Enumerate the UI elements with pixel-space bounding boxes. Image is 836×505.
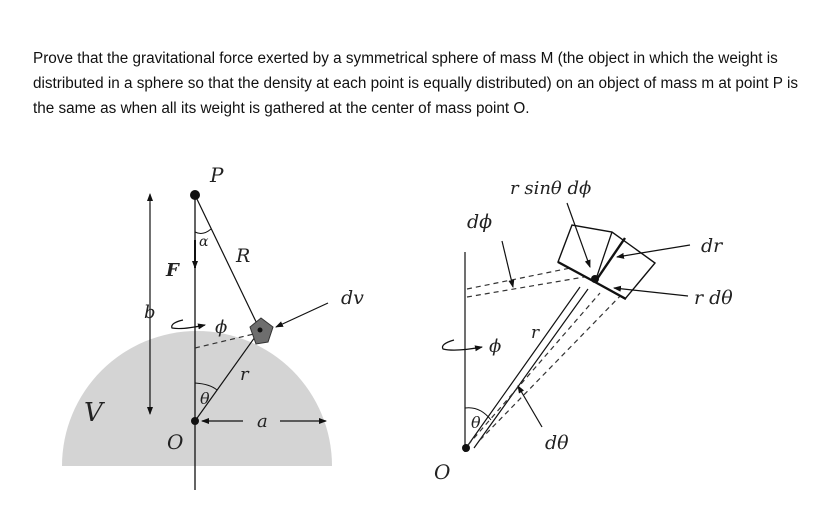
label-r-dtheta: r dθ xyxy=(694,287,733,309)
dphi-arrow xyxy=(502,241,513,287)
label-phi: ϕ xyxy=(215,317,228,338)
label-dv: dv xyxy=(341,287,364,309)
radial-dashed xyxy=(468,293,600,445)
label-dr: dr xyxy=(701,235,723,257)
phi-rotation-arrow xyxy=(172,320,205,329)
label-r: r xyxy=(240,364,249,385)
radial-dashed-2 xyxy=(480,290,626,440)
label-right-o: O xyxy=(434,460,451,484)
radial-line-2 xyxy=(474,289,588,448)
label-right-phi: ϕ xyxy=(489,336,502,357)
right-phi-rotation-arrow xyxy=(442,340,482,350)
label-dphi: dϕ xyxy=(467,211,493,233)
label-v: V xyxy=(84,398,103,428)
right-figure xyxy=(434,178,733,484)
label-theta: θ xyxy=(200,389,210,408)
left-figure xyxy=(62,163,364,490)
label-p: P xyxy=(210,163,224,187)
label-right-r: r xyxy=(531,323,540,343)
projection-dashed-1 xyxy=(467,275,596,297)
problem-statement: Prove that the gravitational force exerted by a symmetrical sphere of mass M (the object in which the weight is distributed in a sphere so that the density at each point is equally distributed) on an object of mass m at point P is the same as when all its weight is gathered at the center of mass point O. xyxy=(33,50,799,118)
label-r-capital: R xyxy=(236,245,251,267)
radial-line xyxy=(466,287,580,448)
label-a: a xyxy=(257,411,268,432)
label-right-theta: θ xyxy=(471,413,481,432)
label-b: b xyxy=(144,302,156,323)
box-center-dot xyxy=(591,275,599,283)
label-r-sin-theta-dphi: r sinθ dϕ xyxy=(510,178,592,199)
label-alpha: α xyxy=(199,234,209,250)
label-dtheta: dθ xyxy=(545,432,569,454)
label-o: O xyxy=(167,430,184,454)
dv-arrow xyxy=(276,303,328,327)
alpha-arc xyxy=(195,229,211,233)
volume-element-dot xyxy=(258,328,263,333)
dtheta-arrow xyxy=(518,386,542,427)
label-f: F xyxy=(166,260,179,281)
